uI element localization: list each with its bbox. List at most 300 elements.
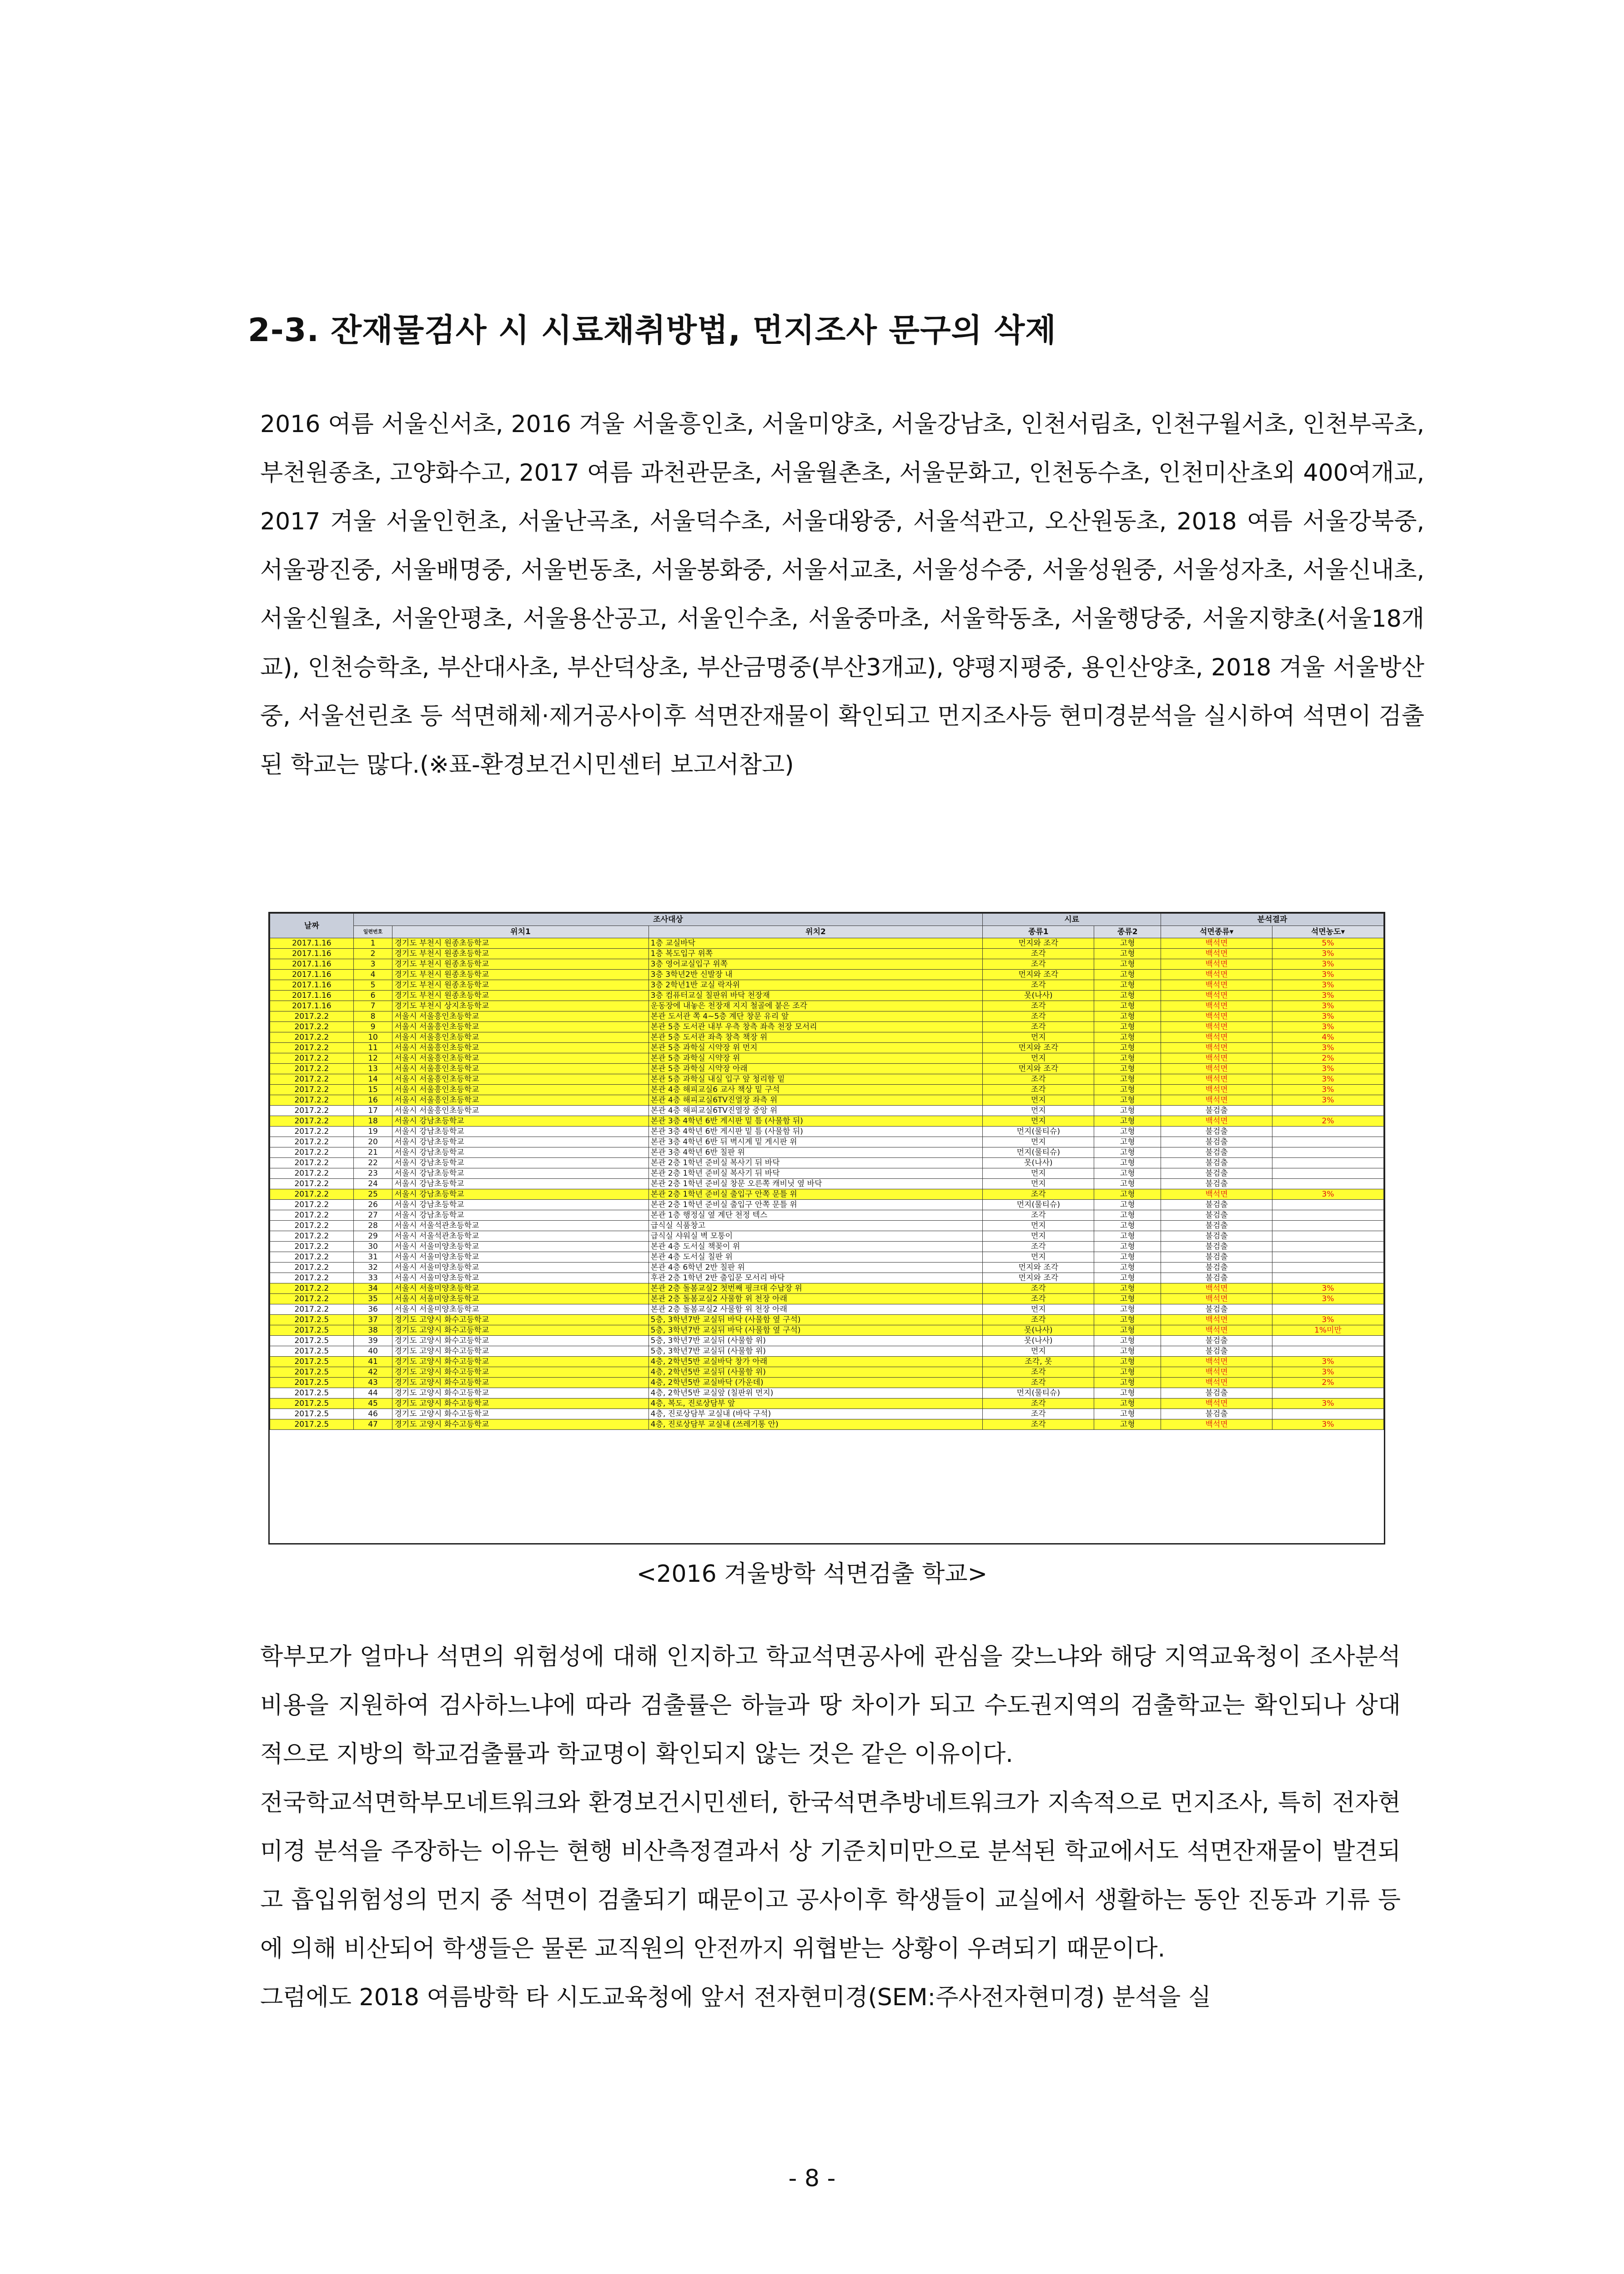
cell-date: 2017.2.2: [270, 1106, 354, 1116]
cell-date: 2017.2.5: [270, 1399, 354, 1409]
cell-date: 2017.2.5: [270, 1325, 354, 1336]
cell-asbestos-type: 불검출: [1161, 1252, 1272, 1263]
cell-no: 31: [353, 1252, 392, 1263]
cell-no: 27: [353, 1210, 392, 1221]
cell-sample-type1: 먼지: [983, 1221, 1094, 1231]
cell-asbestos-concentration: [1272, 1263, 1384, 1273]
table-row: [270, 1043, 1384, 1053]
table-row: [270, 1064, 1384, 1074]
cell-no: 4: [353, 970, 392, 980]
cell-date: 2017.1.16: [270, 949, 354, 959]
cell-no: 28: [353, 1221, 392, 1231]
cell-sample-type1: 못(나사): [983, 1158, 1094, 1168]
cell-date: 2017.2.2: [270, 1273, 354, 1283]
cell-asbestos-type: 백석면: [1161, 980, 1272, 991]
cell-date: 2017.1.16: [270, 959, 354, 970]
cell-sample-type1: 조각: [983, 1419, 1094, 1430]
table-row: [270, 1001, 1384, 1011]
cell-no: 11: [353, 1043, 392, 1053]
cell-sample-type2: 고형: [1094, 1085, 1161, 1095]
cell-sample-type1: 먼지와 조각: [983, 1043, 1094, 1053]
cell-asbestos-type: 백석면: [1161, 1043, 1272, 1053]
header-asbestos-type: 석면종류▾: [1161, 926, 1272, 938]
table-row: [270, 1011, 1384, 1022]
cell-location1: 서울시 강남초등학교: [392, 1137, 649, 1147]
cell-sample-type1: 먼지(물티슈): [983, 1147, 1094, 1158]
cell-asbestos-concentration: [1272, 1388, 1384, 1399]
cell-asbestos-concentration: 2%: [1272, 1116, 1384, 1127]
cell-asbestos-concentration: [1272, 1179, 1384, 1189]
cell-location1: 서울시 강남초등학교: [392, 1147, 649, 1158]
cell-no: 22: [353, 1158, 392, 1168]
cell-asbestos-type: 백석면: [1161, 1001, 1272, 1011]
cell-date: 2017.2.2: [270, 1127, 354, 1137]
cell-asbestos-concentration: 3%: [1272, 1043, 1384, 1053]
table-row: [270, 1336, 1384, 1346]
cell-location2: 본관 3층 4학년 6반 칠판 위: [649, 1147, 983, 1158]
cell-location2: 본관 3층 4학년 6반 뒤 벽시계 밑 게시판 위: [649, 1137, 983, 1147]
cell-sample-type1: 조각: [983, 1022, 1094, 1032]
cell-date: 2017.2.2: [270, 1304, 354, 1315]
cell-asbestos-concentration: 3%: [1272, 1064, 1384, 1074]
cell-location2: 본관 5층 과학실 시약장 아래: [649, 1064, 983, 1074]
table-row: [270, 1095, 1384, 1106]
cell-asbestos-type: 불검출: [1161, 1388, 1272, 1399]
cell-location2: 4층, 진로상담부 교실내 (쓰레기통 안): [649, 1419, 983, 1430]
table-row: [270, 949, 1384, 959]
cell-sample-type2: 고형: [1094, 1147, 1161, 1158]
body-text: [236, 1633, 1401, 2022]
table-row: [270, 1419, 1384, 1430]
asbestos-survey-table-image: [268, 912, 1385, 1545]
table-row: [270, 970, 1384, 980]
cell-asbestos-concentration: [1272, 1200, 1384, 1210]
cell-asbestos-type: 불검출: [1161, 1242, 1272, 1252]
cell-sample-type2: 고형: [1094, 1001, 1161, 1011]
cell-asbestos-type: 불검출: [1161, 1336, 1272, 1346]
cell-asbestos-type: 백석면: [1161, 1357, 1272, 1367]
cell-sample-type2: 고형: [1094, 1263, 1161, 1273]
cell-asbestos-type: 불검출: [1161, 1137, 1272, 1147]
cell-location1: 서울시 서울흥인초등학교: [392, 1064, 649, 1074]
cell-date: 2017.2.2: [270, 1011, 354, 1022]
cell-asbestos-type: 백석면: [1161, 1022, 1272, 1032]
cell-location2: 후관 2층 1학년 2반 출입문 모서리 바닥: [649, 1273, 983, 1283]
cell-asbestos-type: 백석면: [1161, 1064, 1272, 1074]
cell-asbestos-concentration: [1272, 1210, 1384, 1221]
cell-sample-type2: 고형: [1094, 1346, 1161, 1357]
cell-location2: 5층, 3학년7반 교실뒤 (사물함 위): [649, 1346, 983, 1357]
cell-sample-type1: 먼지: [983, 1137, 1094, 1147]
cell-asbestos-type: 불검출: [1161, 1179, 1272, 1189]
cell-sample-type1: 먼지: [983, 1231, 1094, 1242]
cell-asbestos-concentration: [1272, 1336, 1384, 1346]
paragraph-sem-analysis: 그럼에도 2018 여름방학 타 시도교육청에 앞서 전자현미경(SEM:주사전자현미경) 분석을 실: [260, 1984, 1212, 2011]
cell-asbestos-concentration: [1272, 1127, 1384, 1137]
cell-location2: 1층 교실바닥: [649, 938, 983, 949]
cell-sample-type2: 고형: [1094, 1137, 1161, 1147]
table-row: [270, 1022, 1384, 1032]
cell-sample-type1: 조각: [983, 1367, 1094, 1378]
table-row: [270, 1221, 1384, 1231]
cell-location1: 서울시 서울흥인초등학교: [392, 1106, 649, 1116]
cell-asbestos-concentration: 3%: [1272, 1001, 1384, 1011]
table-row: [270, 1242, 1384, 1252]
cell-sample-type2: 고형: [1094, 1231, 1161, 1242]
cell-no: 19: [353, 1127, 392, 1137]
cell-asbestos-concentration: [1272, 1221, 1384, 1231]
cell-location1: 경기도 부천시 원종초등학교: [392, 970, 649, 980]
cell-asbestos-concentration: [1272, 1147, 1384, 1158]
table-row: [270, 1106, 1384, 1116]
cell-sample-type2: 고형: [1094, 1116, 1161, 1127]
cell-asbestos-type: 백석면: [1161, 1189, 1272, 1200]
asbestos-survey-table: [270, 913, 1384, 1430]
cell-no: 10: [353, 1032, 392, 1043]
cell-sample-type2: 고형: [1094, 1252, 1161, 1263]
cell-asbestos-type: 불검출: [1161, 1231, 1272, 1242]
cell-sample-type2: 고형: [1094, 1388, 1161, 1399]
cell-no: 13: [353, 1064, 392, 1074]
cell-asbestos-concentration: 3%: [1272, 1283, 1384, 1294]
table-row: [270, 1179, 1384, 1189]
cell-location1: 서울시 서울흥인초등학교: [392, 1022, 649, 1032]
cell-location2: 본관 2층 돌봄교실2 사물함 위 천장 아래: [649, 1294, 983, 1304]
cell-location2: 본관 4층 해피교실6 교사 책상 밑 구석: [649, 1085, 983, 1095]
cell-date: 2017.2.2: [270, 1064, 354, 1074]
cell-sample-type1: 먼지(물티슈): [983, 1200, 1094, 1210]
cell-location2: 급식실 샤워실 벽 모퉁이: [649, 1231, 983, 1242]
cell-date: 2017.2.2: [270, 1074, 354, 1085]
cell-asbestos-concentration: 3%: [1272, 949, 1384, 959]
cell-no: 20: [353, 1137, 392, 1147]
cell-asbestos-concentration: 3%: [1272, 1095, 1384, 1106]
cell-no: 26: [353, 1200, 392, 1210]
table-row: [270, 1053, 1384, 1064]
cell-location2: 본관 2층 1학년 준비실 창문 오른쪽 캐비닛 옆 바닥: [649, 1179, 983, 1189]
cell-sample-type2: 고형: [1094, 1189, 1161, 1200]
cell-date: 2017.2.2: [270, 1095, 354, 1106]
table-row: [270, 1158, 1384, 1168]
cell-location2: 5층, 3학년7반 교실뒤 (사물함 위): [649, 1336, 983, 1346]
cell-sample-type1: 먼지: [983, 1252, 1094, 1263]
cell-asbestos-type: 불검출: [1161, 1346, 1272, 1357]
table-row: [270, 1263, 1384, 1273]
cell-no: 40: [353, 1346, 392, 1357]
cell-no: 43: [353, 1378, 392, 1388]
cell-date: 2017.2.2: [270, 1147, 354, 1158]
table-row: [270, 1210, 1384, 1221]
cell-date: 2017.2.2: [270, 1242, 354, 1252]
cell-location2: 3층 2학년1반 교실 락자위: [649, 980, 983, 991]
header-result: 분석결과: [1161, 914, 1384, 926]
cell-location1: 경기도 고양시 화수고등학교: [392, 1357, 649, 1367]
cell-sample-type1: 먼지: [983, 1116, 1094, 1127]
cell-asbestos-concentration: 3%: [1272, 1357, 1384, 1367]
cell-sample-type1: 먼지: [983, 1106, 1094, 1116]
cell-sample-type1: 못(나사): [983, 1325, 1094, 1336]
cell-location1: 서울시 서울미양초등학교: [392, 1283, 649, 1294]
cell-sample-type2: 고형: [1094, 1043, 1161, 1053]
cell-date: 2017.1.16: [270, 991, 354, 1001]
cell-sample-type1: 조각: [983, 1074, 1094, 1085]
cell-asbestos-type: 백석면: [1161, 1419, 1272, 1430]
table-caption: <2016 겨울방학 석면검출 학교>: [636, 1560, 988, 1588]
cell-sample-type2: 고형: [1094, 1294, 1161, 1304]
cell-no: 23: [353, 1168, 392, 1179]
cell-asbestos-type: 불검출: [1161, 1168, 1272, 1179]
table-row: [270, 1147, 1384, 1158]
header-loc1: 위치1: [392, 926, 649, 938]
cell-location1: 서울시 서울흥인초등학교: [392, 1053, 649, 1064]
cell-no: 9: [353, 1022, 392, 1032]
cell-no: 34: [353, 1283, 392, 1294]
cell-asbestos-type: 불검출: [1161, 1106, 1272, 1116]
cell-date: 2017.1.16: [270, 980, 354, 991]
cell-asbestos-concentration: [1272, 1252, 1384, 1263]
cell-no: 1: [353, 938, 392, 949]
table-row: [270, 1189, 1384, 1200]
cell-sample-type2: 고형: [1094, 959, 1161, 970]
cell-no: 12: [353, 1053, 392, 1064]
cell-no: 44: [353, 1388, 392, 1399]
cell-asbestos-concentration: 1%미만: [1272, 1325, 1384, 1336]
cell-sample-type2: 고형: [1094, 1095, 1161, 1106]
cell-asbestos-type: 백석면: [1161, 970, 1272, 980]
cell-location2: 본관 2층 돌봄교실2 사물함 위 천장 아래: [649, 1304, 983, 1315]
cell-location1: 경기도 부천시 원종초등학교: [392, 949, 649, 959]
cell-sample-type1: 먼지: [983, 1053, 1094, 1064]
cell-no: 2: [353, 949, 392, 959]
cell-sample-type2: 고형: [1094, 1200, 1161, 1210]
cell-asbestos-type: 불검출: [1161, 1273, 1272, 1283]
cell-asbestos-concentration: [1272, 1106, 1384, 1116]
cell-no: 16: [353, 1095, 392, 1106]
cell-location2: 본관 4층 해피교실6TV진열장 중앙 위: [649, 1106, 983, 1116]
cell-location2: 1층 복도입구 위쪽: [649, 949, 983, 959]
cell-sample-type1: 조각: [983, 1294, 1094, 1304]
cell-no: 38: [353, 1325, 392, 1336]
cell-location1: 경기도 고양시 화수고등학교: [392, 1315, 649, 1325]
cell-no: 18: [353, 1116, 392, 1127]
cell-location1: 경기도 고양시 화수고등학교: [392, 1388, 649, 1399]
cell-sample-type1: 먼지: [983, 1032, 1094, 1043]
cell-no: 5: [353, 980, 392, 991]
header-type1: 종류1: [983, 926, 1094, 938]
cell-date: 2017.2.5: [270, 1315, 354, 1325]
cell-asbestos-type: 백석면: [1161, 1399, 1272, 1409]
cell-sample-type1: 조각, 못: [983, 1357, 1094, 1367]
cell-sample-type1: 조각: [983, 1242, 1094, 1252]
cell-sample-type2: 고형: [1094, 1064, 1161, 1074]
cell-asbestos-type: 백석면: [1161, 938, 1272, 949]
table-row: [270, 1399, 1384, 1409]
cell-location1: 서울시 서울미양초등학교: [392, 1304, 649, 1315]
cell-date: 2017.2.5: [270, 1336, 354, 1346]
cell-date: 2017.2.2: [270, 1053, 354, 1064]
cell-location1: 서울시 강남초등학교: [392, 1168, 649, 1179]
cell-no: 47: [353, 1419, 392, 1430]
cell-no: 36: [353, 1304, 392, 1315]
cell-location1: 서울시 강남초등학교: [392, 1116, 649, 1127]
cell-asbestos-concentration: [1272, 1168, 1384, 1179]
header-loc2: 위치2: [649, 926, 983, 938]
cell-asbestos-type: 불검출: [1161, 1409, 1272, 1419]
cell-asbestos-type: 불검출: [1161, 1221, 1272, 1231]
cell-location1: 서울시 서울미양초등학교: [392, 1273, 649, 1283]
cell-location2: 3층 컴퓨터교실 칠판위 바닥 천장재: [649, 991, 983, 1001]
table-row: [270, 1378, 1384, 1388]
cell-sample-type2: 고형: [1094, 1378, 1161, 1388]
cell-asbestos-concentration: 2%: [1272, 1053, 1384, 1064]
cell-asbestos-concentration: 3%: [1272, 1294, 1384, 1304]
cell-no: 45: [353, 1399, 392, 1409]
table-row: [270, 1085, 1384, 1095]
cell-asbestos-concentration: [1272, 1158, 1384, 1168]
cell-sample-type2: 고형: [1094, 1283, 1161, 1294]
cell-no: 8: [353, 1011, 392, 1022]
cell-sample-type2: 고형: [1094, 1022, 1161, 1032]
cell-sample-type2: 고형: [1094, 1210, 1161, 1221]
cell-no: 30: [353, 1242, 392, 1252]
table-row: [270, 1315, 1384, 1325]
header-date: 날짜: [270, 914, 354, 938]
cell-date: 2017.1.16: [270, 1001, 354, 1011]
cell-location2: 본관 도서관 쪽 4~5층 계단 창문 유리 앞: [649, 1011, 983, 1022]
cell-sample-type2: 고형: [1094, 1315, 1161, 1325]
cell-no: 29: [353, 1231, 392, 1242]
cell-date: 2017.2.5: [270, 1388, 354, 1399]
cell-location2: 본관 3층 4학년 6반 게시판 밑 틈 (사물함 뒤): [649, 1127, 983, 1137]
cell-asbestos-concentration: [1272, 1231, 1384, 1242]
cell-sample-type2: 고형: [1094, 949, 1161, 959]
cell-asbestos-type: 불검출: [1161, 1147, 1272, 1158]
cell-date: 2017.2.2: [270, 1179, 354, 1189]
cell-sample-type2: 고형: [1094, 1168, 1161, 1179]
cell-asbestos-type: 백석면: [1161, 959, 1272, 970]
cell-date: 2017.2.2: [270, 1231, 354, 1242]
cell-asbestos-type: 백석면: [1161, 1053, 1272, 1064]
cell-sample-type2: 고형: [1094, 1399, 1161, 1409]
cell-sample-type1: 조각: [983, 1011, 1094, 1022]
cell-asbestos-concentration: 3%: [1272, 991, 1384, 1001]
cell-location2: 본관 1층 행정실 옆 계단 천정 텍스: [649, 1210, 983, 1221]
cell-asbestos-type: 백석면: [1161, 1032, 1272, 1043]
cell-asbestos-concentration: 3%: [1272, 1074, 1384, 1085]
cell-asbestos-type: 백석면: [1161, 991, 1272, 1001]
cell-asbestos-concentration: 3%: [1272, 980, 1384, 991]
cell-asbestos-concentration: 3%: [1272, 959, 1384, 970]
cell-asbestos-concentration: 3%: [1272, 1022, 1384, 1032]
table-row: [270, 938, 1384, 949]
cell-asbestos-type: 불검출: [1161, 1200, 1272, 1210]
cell-sample-type2: 고형: [1094, 1357, 1161, 1367]
cell-asbestos-concentration: 3%: [1272, 1085, 1384, 1095]
table-row: [270, 1346, 1384, 1357]
cell-location2: 본관 3층 4학년 6반 게시판 밑 틈 (사물함 뒤): [649, 1116, 983, 1127]
cell-sample-type2: 고형: [1094, 1221, 1161, 1231]
cell-location1: 경기도 고양시 화수고등학교: [392, 1346, 649, 1357]
cell-asbestos-type: 백석면: [1161, 1085, 1272, 1095]
cell-sample-type1: 먼지와 조각: [983, 1064, 1094, 1074]
cell-asbestos-type: 백석면: [1161, 1283, 1272, 1294]
cell-sample-type2: 고형: [1094, 1242, 1161, 1252]
cell-asbestos-concentration: 3%: [1272, 1189, 1384, 1200]
cell-sample-type1: 먼지(물티슈): [983, 1388, 1094, 1399]
cell-asbestos-concentration: [1272, 1346, 1384, 1357]
cell-date: 2017.2.2: [270, 1043, 354, 1053]
cell-location1: 서울시 강남초등학교: [392, 1127, 649, 1137]
cell-date: 2017.2.2: [270, 1263, 354, 1273]
cell-sample-type1: 조각: [983, 1189, 1094, 1200]
cell-location2: 4층, 2학년5반 교실앞 (칠판위 먼지): [649, 1388, 983, 1399]
cell-asbestos-concentration: 4%: [1272, 1032, 1384, 1043]
cell-location1: 서울시 서울흥인초등학교: [392, 1043, 649, 1053]
cell-location2: 본관 5층 과학실 시약장 위: [649, 1053, 983, 1064]
cell-date: 2017.2.2: [270, 1022, 354, 1032]
cell-asbestos-type: 불검출: [1161, 1210, 1272, 1221]
cell-sample-type1: 못(나사): [983, 1336, 1094, 1346]
cell-no: 39: [353, 1336, 392, 1346]
cell-location1: 경기도 부천시 원종초등학교: [392, 980, 649, 991]
cell-date: 2017.2.2: [270, 1294, 354, 1304]
cell-location1: 서울시 서울흥인초등학교: [392, 1085, 649, 1095]
cell-location2: 본관 2층 1학년 준비실 복사기 뒤 바닥: [649, 1168, 983, 1179]
cell-location1: 서울시 서울흥인초등학교: [392, 1032, 649, 1043]
cell-sample-type2: 고형: [1094, 1367, 1161, 1378]
cell-date: 2017.2.2: [270, 1032, 354, 1043]
cell-location2: 본관 5층 도서관 내부 우측 창측 좌측 천장 모서리: [649, 1022, 983, 1032]
cell-location1: 경기도 고양시 화수고등학교: [392, 1409, 649, 1419]
cell-no: 24: [353, 1179, 392, 1189]
cell-location1: 서울시 서울흥인초등학교: [392, 1095, 649, 1106]
cell-location1: 서울시 서울흥인초등학교: [392, 1074, 649, 1085]
cell-date: 2017.2.5: [270, 1357, 354, 1367]
table-row: [270, 1116, 1384, 1127]
cell-asbestos-type: 백석면: [1161, 1074, 1272, 1085]
cell-sample-type1: 먼지: [983, 1168, 1094, 1179]
cell-asbestos-type: 백석면: [1161, 1294, 1272, 1304]
cell-sample-type2: 고형: [1094, 980, 1161, 991]
table-row: [270, 1388, 1384, 1399]
cell-sample-type2: 고형: [1094, 1325, 1161, 1336]
cell-location1: 경기도 부천시 상지초등학교: [392, 1001, 649, 1011]
cell-asbestos-type: 불검출: [1161, 1263, 1272, 1273]
cell-no: 17: [353, 1106, 392, 1116]
paragraph-detection-rate: 학부모가 얼마나 석면의 위험성에 대해 인지하고 학교석면공사에 관심을 갖느냐와 해당 지역교육청이 조사분석비용을 지원하여 검사하느냐에 따라 검출률은 하늘과 땅 차이가 되고 수도권지역의 검출학교는 확인되나 상대적으로 지방의 학교검출률과 학교명이 확인되지 않는 것은 같은 이유이다.: [260, 1643, 1401, 1768]
cell-no: 33: [353, 1273, 392, 1283]
cell-date: 2017.2.2: [270, 1137, 354, 1147]
cell-asbestos-type: 백석면: [1161, 1315, 1272, 1325]
cell-asbestos-type: 불검출: [1161, 1127, 1272, 1137]
cell-asbestos-type: 백석면: [1161, 1095, 1272, 1106]
cell-asbestos-concentration: [1272, 1409, 1384, 1419]
cell-date: 2017.2.2: [270, 1168, 354, 1179]
cell-sample-type1: 조각: [983, 959, 1094, 970]
cell-date: 2017.2.2: [270, 1085, 354, 1095]
cell-sample-type1: 조각: [983, 1001, 1094, 1011]
cell-location1: 서울시 서울미양초등학교: [392, 1252, 649, 1263]
header-type2: 종류2: [1094, 926, 1161, 938]
page-number: - 8 -: [788, 2165, 836, 2192]
cell-asbestos-concentration: 3%: [1272, 970, 1384, 980]
cell-sample-type1: 먼지(물티슈): [983, 1127, 1094, 1137]
cell-sample-type2: 고형: [1094, 1032, 1161, 1043]
cell-sample-type2: 고형: [1094, 1074, 1161, 1085]
cell-location1: 서울시 서울미양초등학교: [392, 1294, 649, 1304]
cell-location2: 3층 영어교실입구 위쪽: [649, 959, 983, 970]
header-target: 조사대상: [353, 914, 983, 926]
